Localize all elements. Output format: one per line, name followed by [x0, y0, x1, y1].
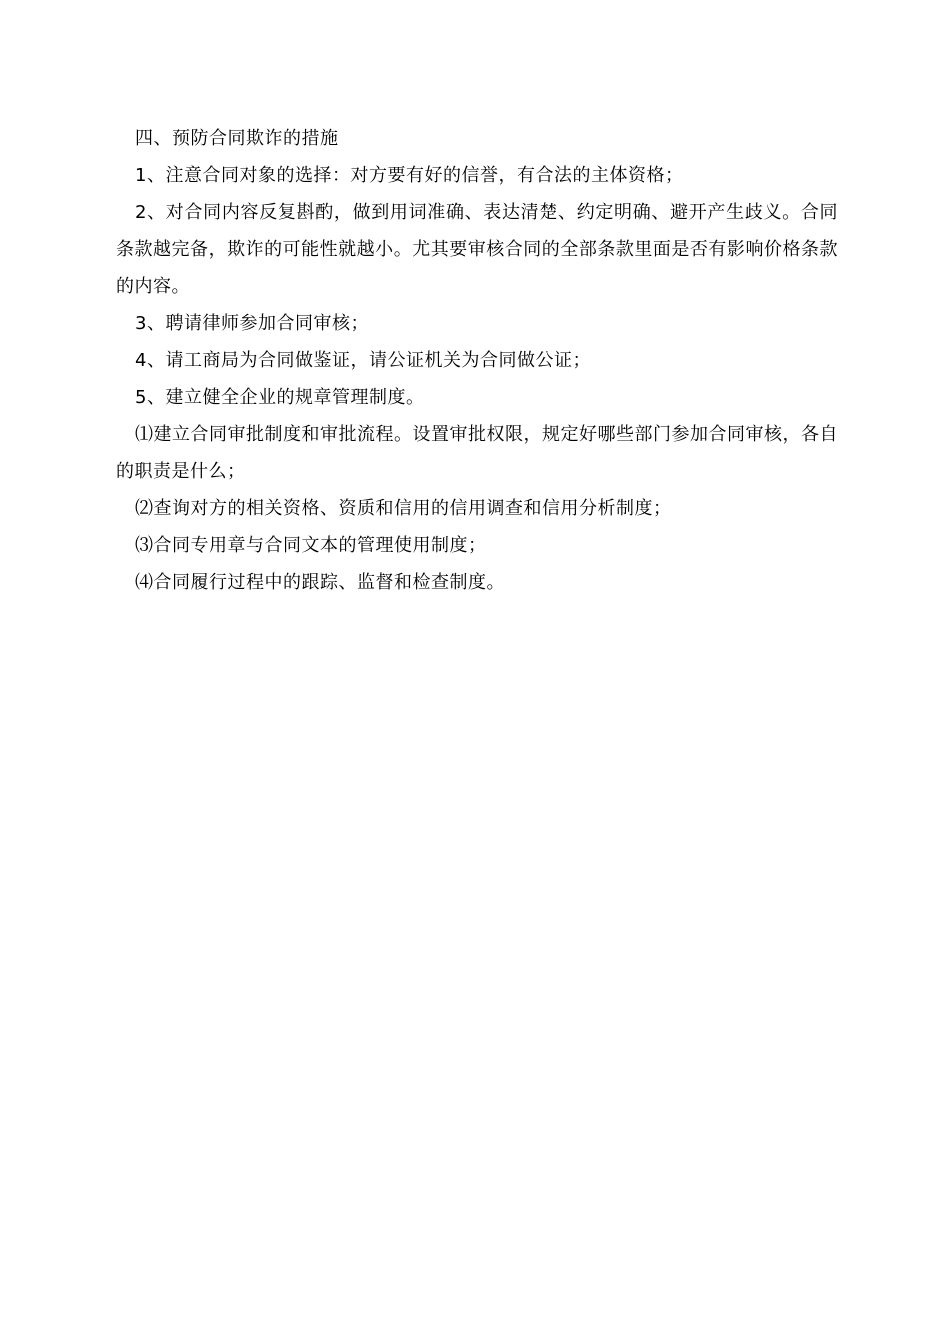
measure-item-4: 4、请工商局为合同做鉴证，请公证机关为合同做公证；	[135, 350, 591, 371]
document-body	[116, 120, 838, 601]
sub-item-1: ⑴建立合同审批制度和审批流程。设置审批权限，规定好哪些部门参加合同审核，各自的职责是什么；	[116, 424, 838, 482]
measure-item-5: 5、建立健全企业的规章管理制度。	[135, 387, 425, 408]
measure-item-3: 3、聘请律师参加合同审核；	[135, 313, 369, 334]
sub-item-2: ⑵查询对方的相关资格、资质和信用的信用调查和信用分析制度；	[135, 498, 672, 519]
sub-item-3: ⑶合同专用章与合同文本的管理使用制度；	[135, 535, 487, 556]
measure-item-1: 1、注意合同对象的选择：对方要有好的信誉，有合法的主体资格；	[135, 165, 684, 186]
sub-item-4: ⑷合同履行过程中的跟踪、监督和检查制度。	[135, 572, 505, 593]
section-heading: 四、预防合同欺诈的措施	[135, 128, 339, 149]
measure-item-2: 2、对合同内容反复斟酌，做到用词准确、表达清楚、约定明确、避开产生歧义。合同条款越完备，欺诈的可能性就越小。尤其要审核合同的全部条款里面是否有影响价格条款的内容。	[116, 202, 838, 297]
